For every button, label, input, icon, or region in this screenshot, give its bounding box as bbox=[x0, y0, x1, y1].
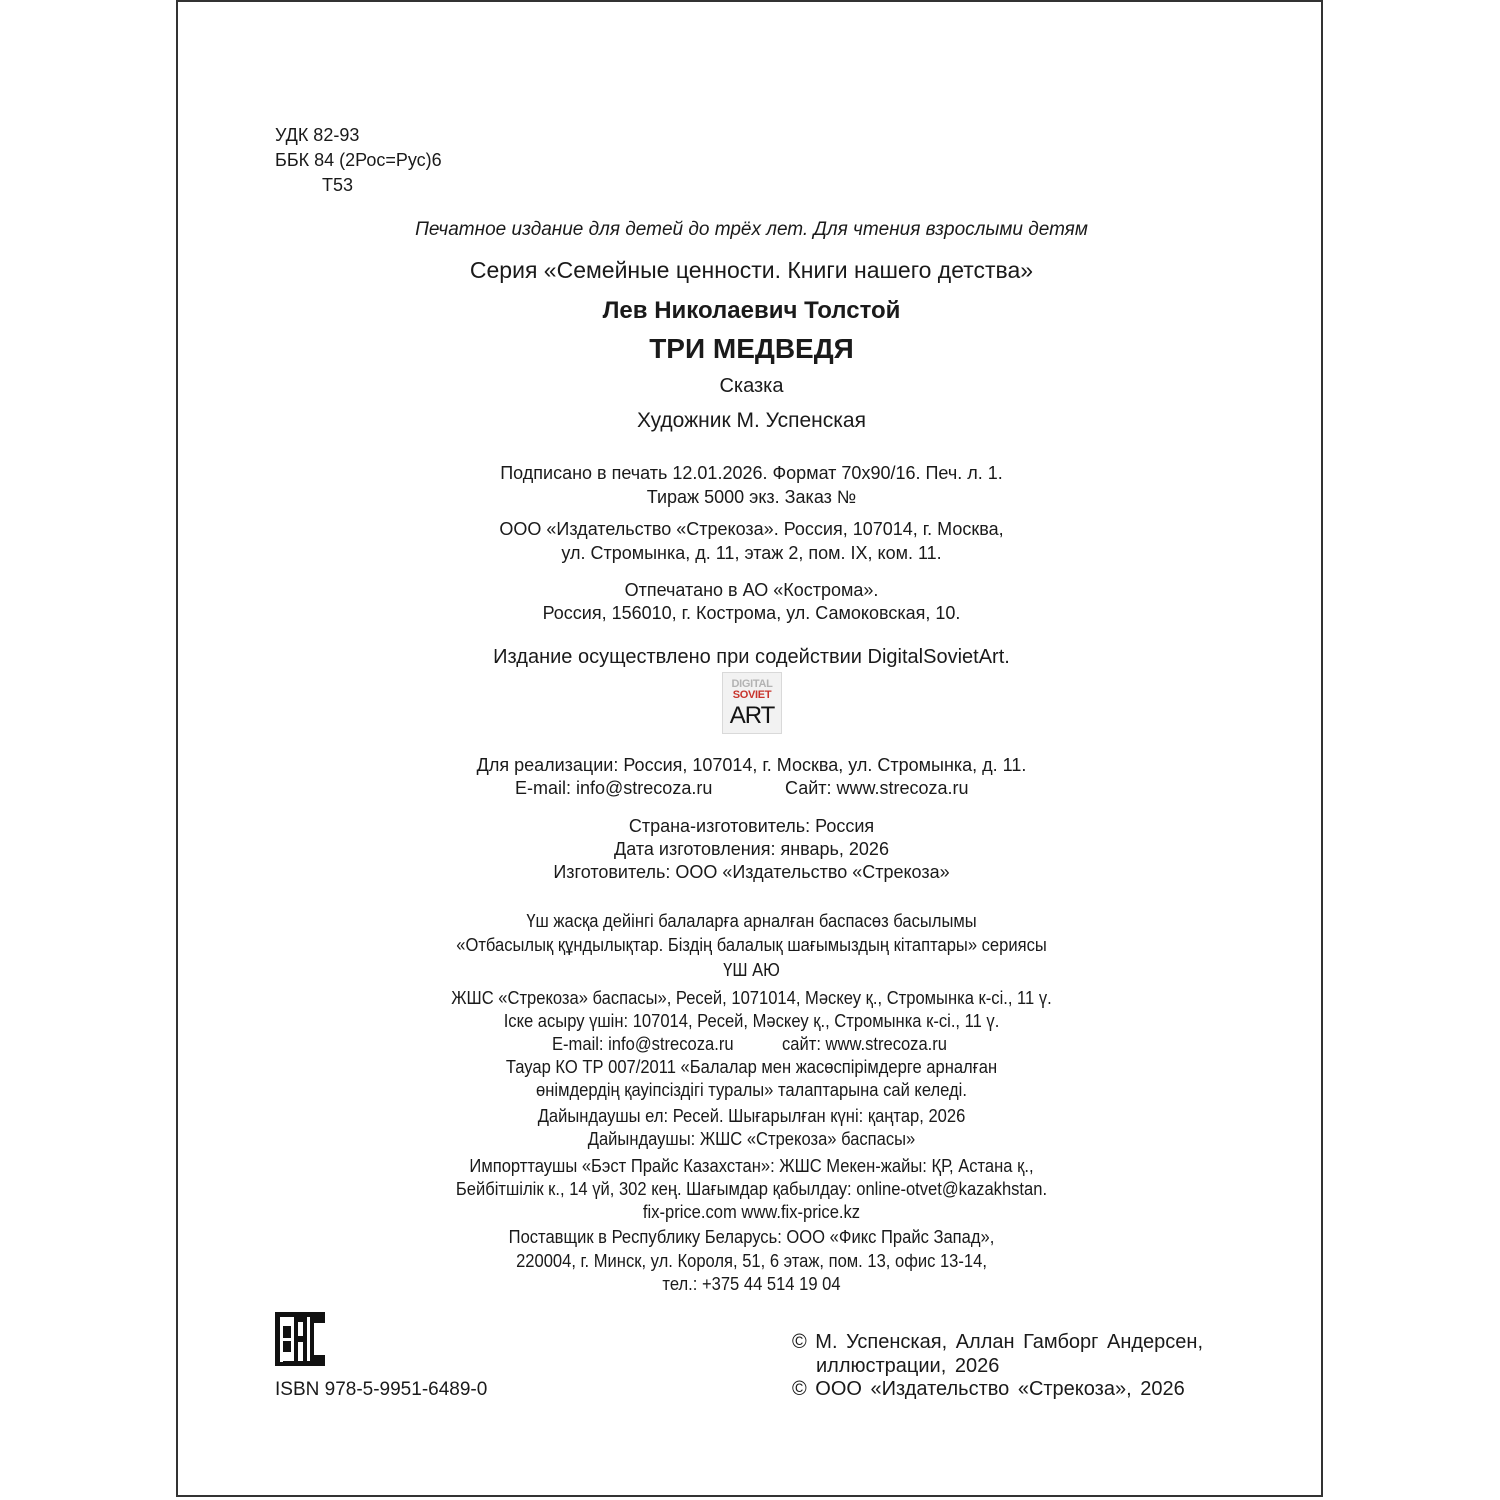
kazakh-line-7: Тауар КО ТР 007/2011 «Балалар мен жасөспірімдерге арналған bbox=[505, 1057, 998, 1077]
kazakh-line-4: ЖШС «Стрекоза» баспасы», Ресей, 1071014, Мәскеу қ., Стромынка к-сі., 11 ү. bbox=[451, 988, 1052, 1008]
kazakh-line-2: «Отбасылық құндылықтар. Біздің балалық шағымыздың кітаптары» сериясы bbox=[456, 935, 1047, 955]
logo-line-soviet: SOVIET bbox=[732, 689, 772, 701]
imprint-page bbox=[176, 0, 1323, 1497]
kazakh-line-12: Бейбітшілік к., 14 үй, 302 кең. Шағымдар қабылдау: online-otvet@kazakhstan. bbox=[455, 1179, 1048, 1199]
kazakh-line-3: ҮШ АЮ bbox=[723, 960, 780, 980]
sales-address: Для реализации: Россия, 107014, г. Москва, ул. Стромынка, д. 11. bbox=[476, 755, 1027, 775]
series-title: Серия «Семейные ценности. Книги нашего детства» bbox=[469, 257, 1034, 283]
kazakh-email: E-mail: info@strecoza.ru bbox=[552, 1034, 734, 1054]
kazakh-line-9: Дайындаушы ел: Ресей. Шығарылған күні: қаңтар, 2026 bbox=[537, 1106, 966, 1126]
signed-line-2: Тираж 5000 экз. Заказ № bbox=[646, 487, 857, 507]
belarus-line-3: тел.: +375 44 514 19 04 bbox=[662, 1274, 841, 1294]
logo-line-digital: DIGITAL bbox=[731, 678, 773, 690]
sales-site: Сайт: www.strecoza.ru bbox=[785, 778, 969, 798]
manufacture-country: Страна-изготовитель: Россия bbox=[628, 816, 875, 836]
copyright-line-1: © М. Успенская, Аллан Гамборг Андерсен, bbox=[792, 1331, 1204, 1353]
signed-line-1: Подписано в печать 12.01.2026. Формат 70х90/16. Печ. л. 1. bbox=[500, 463, 1003, 483]
belarus-line-1: Поставщик в Республику Беларусь: ООО «Фикс Прайс Запад», bbox=[508, 1227, 995, 1247]
printed-line-2: Россия, 156010, г. Кострома, ул. Самоковская, 10. bbox=[542, 603, 961, 623]
author-name: Лев Николаевич Толстой bbox=[602, 297, 901, 324]
sales-email: E-mail: info@strecoza.ru bbox=[515, 778, 713, 798]
udk-code: УДК 82-93 bbox=[275, 125, 360, 145]
manufacture-date: Дата изготовления: январь, 2026 bbox=[614, 839, 889, 859]
manufacture-maker: Изготовитель: ООО «Издательство «Стрекоза» bbox=[553, 862, 950, 882]
kazakh-line-10: Дайындаушы: ЖШС «Стрекоза» баспасы» bbox=[587, 1129, 916, 1149]
illustrator: Художник М. Успенская bbox=[637, 409, 866, 432]
isbn: ISBN 978-5-9951-6489-0 bbox=[275, 1379, 488, 1400]
kazakh-line-8: өнімдердің қауіпсіздігі туралы» талаптарына сай келеді. bbox=[536, 1080, 967, 1100]
author-mark: Т53 bbox=[322, 175, 354, 195]
logo-line-art: ART bbox=[729, 702, 775, 729]
printed-line-1: Отпечатано в АО «Кострома». bbox=[624, 580, 879, 600]
copyright-line-3: © ООО «Издательство «Стрекоза», 2026 bbox=[792, 1378, 1185, 1400]
belarus-line-2: 220004, г. Минск, ул. Короля, 51, 6 этаж, пом. 13, офис 13-14, bbox=[516, 1251, 987, 1271]
bbk-code: ББК 84 (2Рос=Рус)6 bbox=[275, 150, 442, 170]
kazakh-line-11: Импорттаушы «Бэст Прайс Казахстан»: ЖШС Мекен-жайы: ҚР, Астана қ., bbox=[469, 1156, 1034, 1176]
kazakh-line-13: fix-price.com www.fix-price.kz bbox=[642, 1202, 861, 1222]
publisher-line-1: ООО «Издательство «Стрекоза». Россия, 107014, г. Москва, bbox=[499, 519, 1004, 539]
eac-mark-icon bbox=[275, 1312, 325, 1366]
kazakh-line-5: Іске асыру үшін: 107014, Ресей, Мәскеу қ., Стромынка к-сі., 11 ү. bbox=[503, 1011, 1000, 1031]
book-title: ТРИ МЕДВЕДЯ bbox=[649, 333, 854, 364]
kazakh-line-1: Үш жасқа дейінгі балаларға арналған баспасөз басылымы bbox=[526, 911, 977, 931]
copyright-line-2: иллюстрации, 2026 bbox=[816, 1355, 1000, 1377]
kazakh-site: сайт: www.strecoza.ru bbox=[782, 1034, 948, 1054]
support-line: Издание осуществлено при содействии DigitalSovietArt. bbox=[493, 646, 1010, 668]
digital-soviet-art-logo bbox=[722, 672, 782, 734]
age-notice: Печатное издание для детей до трёх лет. Для чтения взрослыми детям bbox=[415, 219, 1088, 240]
publisher-line-2: ул. Стромынка, д. 11, этаж 2, пом. IX, ком. 11. bbox=[561, 543, 942, 563]
genre: Сказка bbox=[719, 375, 784, 397]
